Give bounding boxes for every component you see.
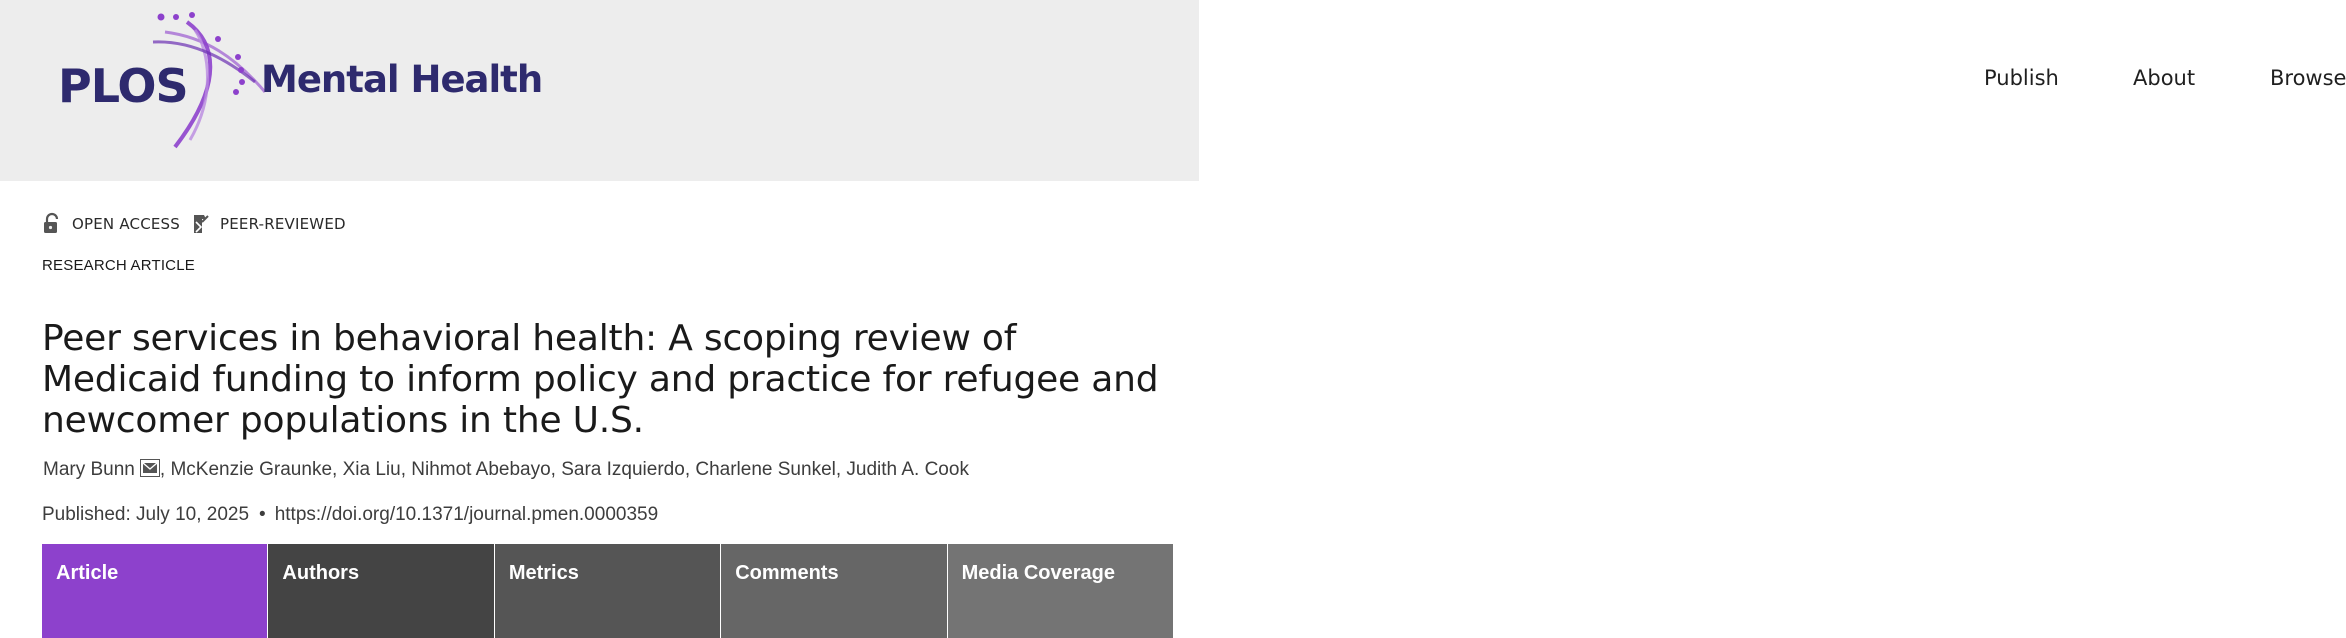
author-link[interactable]: McKenzie Graunke bbox=[170, 459, 333, 480]
author-separator: , bbox=[684, 459, 696, 480]
author-link[interactable]: Nihmot Abebayo bbox=[411, 459, 551, 480]
envelope-icon[interactable] bbox=[140, 459, 160, 477]
open-access-label: OPEN ACCESS bbox=[72, 215, 180, 233]
journal-logo[interactable] bbox=[55, 12, 555, 152]
nav-about-link[interactable]: About bbox=[2133, 66, 2196, 90]
tab-article[interactable]: Article bbox=[42, 544, 267, 638]
author-link[interactable]: Judith A. Cook bbox=[846, 459, 969, 480]
peer-reviewed-label: PEER-REVIEWED bbox=[220, 215, 346, 233]
author-separator: , bbox=[835, 459, 847, 480]
author-link[interactable]: Mary Bunn bbox=[43, 459, 135, 480]
bullet-separator: • bbox=[259, 504, 266, 525]
tab-comments[interactable]: Comments bbox=[721, 544, 946, 638]
peer-reviewed-badge[interactable] bbox=[190, 213, 346, 235]
author-link[interactable]: Xia Liu bbox=[342, 459, 401, 480]
author-separator: , bbox=[550, 459, 562, 480]
nav-publish-link[interactable]: Publish bbox=[1984, 66, 2059, 90]
nav-browse-link[interactable]: Browse bbox=[2270, 66, 2346, 90]
tab-media-coverage[interactable]: Media Coverage bbox=[948, 544, 1173, 638]
logo-journal-name: Mental Health bbox=[261, 58, 543, 101]
open-access-badge[interactable] bbox=[42, 213, 180, 235]
author-separator: , bbox=[400, 459, 412, 480]
article-tabs bbox=[42, 544, 1173, 638]
tab-authors[interactable]: Authors bbox=[268, 544, 493, 638]
author-separator: , bbox=[332, 459, 343, 480]
published-date: Published: July 10, 2025 bbox=[42, 504, 250, 525]
unlocked-padlock-icon bbox=[42, 213, 62, 235]
site-header bbox=[0, 0, 2346, 181]
peer-review-icon bbox=[190, 213, 210, 235]
article-title: Peer services in behavioral health: A scoping review of Medicaid funding to inform policy and practice for refugee and newcomer populations in the U.S. bbox=[42, 318, 1159, 441]
logo-brand-text: PLOS bbox=[58, 59, 188, 113]
author-link[interactable]: Charlene Sunkel bbox=[695, 459, 836, 480]
author-list bbox=[43, 459, 1163, 481]
author-link[interactable]: Sara Izquierdo bbox=[561, 459, 685, 480]
author-separator: , bbox=[159, 459, 171, 480]
publication-info bbox=[42, 504, 658, 526]
tab-metrics[interactable]: Metrics bbox=[495, 544, 720, 638]
article-type: RESEARCH ARTICLE bbox=[42, 257, 195, 274]
doi-link[interactable]: https://doi.org/10.1371/journal.pmen.0000359 bbox=[274, 504, 659, 525]
